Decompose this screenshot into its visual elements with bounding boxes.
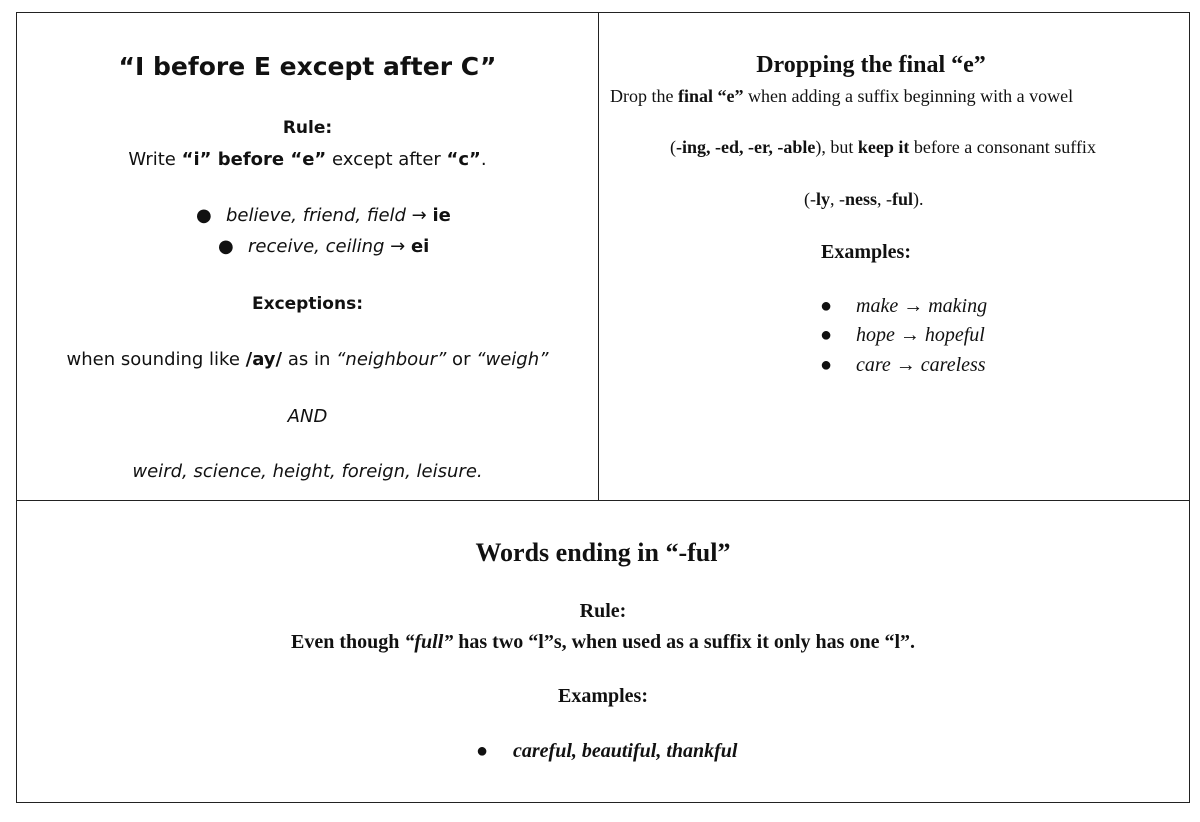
final-e-example-item: ● care → careless xyxy=(820,354,986,376)
final-e-examples-heading: Examples: xyxy=(821,241,911,263)
ful-examples-heading: Examples: xyxy=(558,685,648,707)
final-e-line-3: (-ly, -ness, -ful). xyxy=(804,189,924,209)
ie-exception-words: weird, science, height, foreign, leisure. xyxy=(132,461,483,482)
ful-rule-text: Even though “full” has two “l”s, when used as a suffix it only has one “l”. xyxy=(290,631,916,653)
ie-example-item: ● receive, ceiling → ei xyxy=(218,236,430,257)
ie-rule-text: Write “i” before “e” except after “c”. xyxy=(128,149,487,170)
final-e-example-item: ● hope → hopeful xyxy=(820,324,985,346)
ie-exception-text: when sounding like /ay/ as in “neighbour” or “weigh” xyxy=(66,349,549,370)
final-e-title: Dropping the final “e” xyxy=(756,52,986,78)
ie-exceptions-heading: Exceptions: xyxy=(251,294,363,314)
ie-example-item: ● believe, friend, field → ie xyxy=(196,205,451,226)
ful-rule-heading: Rule: xyxy=(579,600,627,622)
ie-rule-heading: Rule: xyxy=(282,118,333,138)
ful-example-item: ● careful, beautiful, thankful xyxy=(476,740,738,762)
final-e-example-item: ● make → making xyxy=(820,295,988,317)
final-e-line-1: Drop the final “e” when adding a suffix beginning with a vowel xyxy=(610,86,1074,106)
ful-title: Words ending in “-ful” xyxy=(475,538,731,567)
final-e-line-2: (-ing, -ed, -er, -able), but keep it before a consonant suffix xyxy=(670,137,1096,157)
ie-title: “I before E except after C” xyxy=(118,52,497,81)
ie-and-label: AND xyxy=(287,406,328,427)
